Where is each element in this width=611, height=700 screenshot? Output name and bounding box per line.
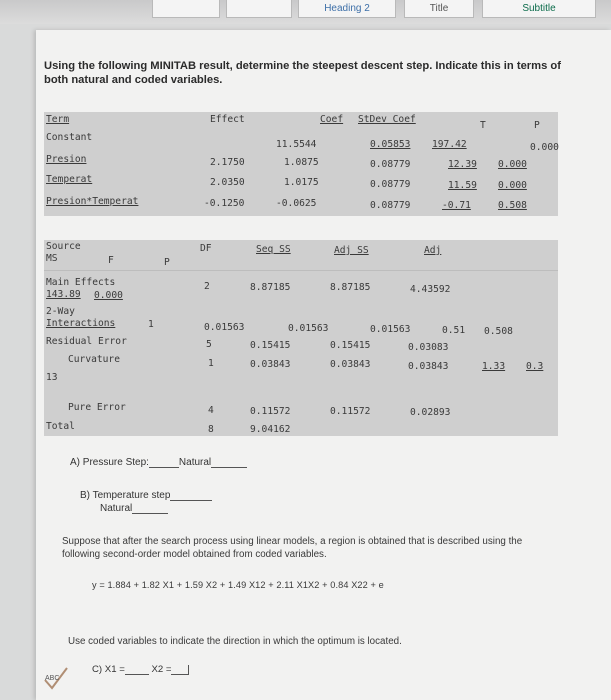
coef-row-effect: 2.1750 xyxy=(210,157,245,168)
coef-row-term: Temperat xyxy=(46,174,93,185)
anova-header-f: F xyxy=(108,255,114,266)
main-effects-label: Main Effects xyxy=(46,277,116,288)
answer-a-label: A) Pressure Step: xyxy=(70,457,149,468)
model-equation: y = 1.884 + 1.82 X1 + 1.59 X2 + 1.49 X12 + 2.11 X1X2 + 0.84 X22 + e xyxy=(92,580,384,590)
coef-row-coef: 1.0175 xyxy=(284,177,319,188)
coef-row-term: Constant xyxy=(46,132,93,143)
anova-header-df: DF xyxy=(200,243,212,254)
word-ribbon xyxy=(0,0,611,24)
coef-row-stdev: 0.05853 xyxy=(370,139,411,150)
anova-header-adj: Adj xyxy=(424,245,442,256)
answer-b xyxy=(80,490,212,501)
anova-header-p: P xyxy=(164,257,170,268)
question-text: Using the following MINITAB result, determine the steepest descent step. Indicate this in terms of both natural and coded variables. xyxy=(44,60,561,86)
curvature-seq-ss: 0.03843 xyxy=(250,359,291,370)
two-way-label: 2-Way xyxy=(46,306,75,317)
pressure-natural-blank[interactable] xyxy=(211,467,247,468)
coef-header-effect: Effect xyxy=(210,114,245,125)
temperature-natural-blank[interactable] xyxy=(132,513,168,514)
residual-adj-ss: 0.15415 xyxy=(330,340,371,351)
curvature-df: 1 xyxy=(208,358,214,369)
x2-blank[interactable] xyxy=(171,665,189,675)
anova-header-source: Source xyxy=(46,241,81,252)
answer-c-label: C) X1 = xyxy=(92,664,125,675)
total-seq-ss: 9.04162 xyxy=(250,424,291,435)
anova-table xyxy=(44,240,558,436)
coef-row-p: 0.508 xyxy=(498,200,527,211)
coef-row-t: 197.42 xyxy=(432,139,467,150)
spellcheck-label: ABC xyxy=(45,675,60,682)
pure-error-df: 4 xyxy=(208,405,214,416)
coef-row-term: Presion*Temperat xyxy=(46,196,139,207)
main-effects-f: 143.89 xyxy=(46,289,81,300)
answer-b-natural: Natural xyxy=(100,503,133,514)
coef-row-p: 0.000 xyxy=(498,159,527,170)
residual-df: 5 xyxy=(206,339,212,350)
coef-row-effect: 2.0350 xyxy=(210,177,245,188)
anova-header-seq-ss: Seq SS xyxy=(256,244,291,255)
two-way-p: 0.508 xyxy=(484,326,513,337)
answer-c-x2-label: X2 = xyxy=(151,664,172,675)
pure-error-adj-ss: 0.11572 xyxy=(330,406,371,417)
coef-row-term: Presion xyxy=(46,154,87,165)
divider xyxy=(44,270,558,271)
coef-header-t: T xyxy=(480,120,486,131)
two-way-adj-ms: 0.01563 xyxy=(370,324,411,335)
residual-label: Residual Error xyxy=(46,336,127,347)
main-effects-seq-ss: 8.87185 xyxy=(250,282,291,293)
coef-row-coef: 11.5544 xyxy=(276,139,317,150)
two-way-df: 1 xyxy=(148,319,154,330)
anova-header-adj-ss: Adj SS xyxy=(334,245,369,256)
curvature-label: Curvature xyxy=(68,354,120,365)
coef-header-term: Term xyxy=(46,114,70,125)
residual-adj-ms: 0.03083 xyxy=(408,342,449,353)
pure-error-label: Pure Error xyxy=(68,402,126,413)
answer-c xyxy=(92,664,189,675)
two-way-adj-ss: 0.01563 xyxy=(288,323,329,334)
curvature-p: 0.3 xyxy=(526,361,544,372)
main-effects-df: 2 xyxy=(204,281,210,292)
coef-header-stdev: StDev Coef xyxy=(358,114,416,125)
main-effects-adj-ss: 8.87185 xyxy=(330,282,371,293)
total-df: 8 xyxy=(208,424,214,435)
style-heading1[interactable] xyxy=(226,0,292,18)
style-heading2[interactable]: Heading 2 xyxy=(298,0,396,18)
two-way-f: 0.51 xyxy=(442,325,466,336)
style-normal[interactable] xyxy=(152,0,220,18)
residual-seq-ss: 0.15415 xyxy=(250,340,291,351)
style-subtitle[interactable]: Subtitle xyxy=(482,0,596,18)
paragraph-text: Suppose that after the search process using linear models, a region is obtained that is described using the following second-order model obtained from coded variables. xyxy=(62,536,523,560)
curvature-adj-ss: 0.03843 xyxy=(330,359,371,370)
answer-b-natural-row xyxy=(100,503,168,514)
pressure-step-blank[interactable] xyxy=(149,467,179,468)
coef-row-stdev: 0.08779 xyxy=(370,200,411,211)
coef-row-coef: -0.0625 xyxy=(276,198,317,209)
coef-row-t: 12.39 xyxy=(448,159,477,170)
answer-a-natural: Natural xyxy=(178,457,212,468)
coef-row-stdev: 0.08779 xyxy=(370,159,411,170)
answer-b-label: B) Temperature step xyxy=(80,490,171,501)
curvature-f: 1.33 xyxy=(482,361,506,372)
style-title[interactable]: Title xyxy=(404,0,474,18)
coef-row-p: 0.000 xyxy=(498,180,527,191)
coef-header-p: P xyxy=(534,120,540,131)
pure-error-seq-ss: 0.11572 xyxy=(250,406,291,417)
coef-table xyxy=(44,112,558,216)
coef-row-coef: 1.0875 xyxy=(284,157,319,168)
coef-row-stdev: 0.08779 xyxy=(370,179,411,190)
curvature-adj-ms: 0.03843 xyxy=(408,361,449,372)
coef-header-coef: Coef xyxy=(320,114,344,125)
pure-error-adj-ms: 0.02893 xyxy=(410,407,451,418)
temperature-step-blank[interactable] xyxy=(170,500,212,501)
main-effects-adj-ms: 4.43592 xyxy=(410,284,451,295)
two-way-interactions: Interactions xyxy=(46,318,116,329)
anova-header-ms: MS xyxy=(46,253,58,264)
two-way-seq-ss: 0.01563 xyxy=(204,322,245,333)
curvature-extra: 13 xyxy=(46,372,58,383)
total-label: Total xyxy=(46,421,75,432)
coef-row-p: 0.000 xyxy=(530,142,559,153)
coef-row-effect: -0.1250 xyxy=(204,198,245,209)
instruction-text: Use coded variables to indicate the direction in which the optimum is located. xyxy=(68,636,402,647)
spellcheck-icon[interactable] xyxy=(42,664,70,690)
coef-row-t: 11.59 xyxy=(448,180,477,191)
answer-a xyxy=(70,457,247,468)
main-effects-p: 0.000 xyxy=(94,290,123,301)
coef-row-t: -0.71 xyxy=(442,200,471,211)
x1-blank[interactable] xyxy=(125,674,149,675)
